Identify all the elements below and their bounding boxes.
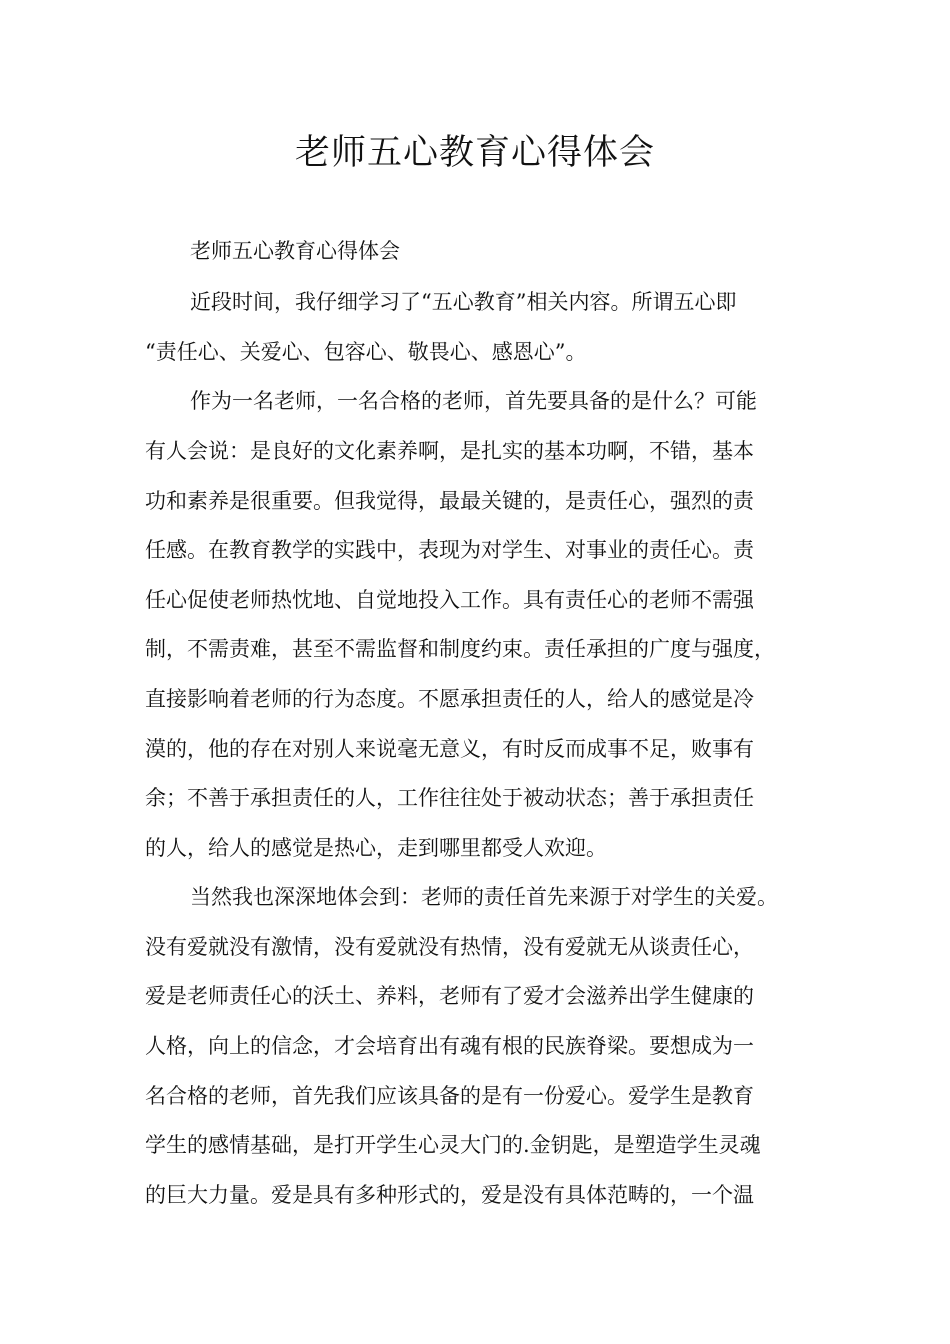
text-line: 有人会说：是良好的文化素养啊，是扎实的基本功啊，不错，基本 bbox=[145, 439, 754, 463]
text-line: 作为一名老师，一名合格的老师，首先要具备的是什么？可能 bbox=[190, 389, 757, 413]
text-line: 当然我也深深地体会到：老师的责任首先来源于对学生的关爱。 bbox=[190, 885, 778, 909]
text-line: 老师五心教育心得体会 bbox=[190, 239, 400, 263]
text-line: 制，不需责难，甚至不需监督和制度约束。责任承担的广度与强度， bbox=[145, 637, 775, 661]
text-line: 近段时间，我仔细学习了“五心教育”相关内容。所谓五心即 bbox=[190, 290, 737, 314]
text-line: 爱是老师责任心的沃土、养料，老师有了爱才会滋养出学生健康的 bbox=[145, 984, 754, 1008]
text-line: “责任心、关爱心、包容心、敬畏心、感恩心”。 bbox=[145, 340, 587, 364]
text-line: 余；不善于承担责任的人，工作往往处于被动状态；善于承担责任 bbox=[145, 786, 754, 810]
text-line: 名合格的老师，首先我们应该具备的是有一份爱心。爱学生是教育 bbox=[145, 1084, 754, 1108]
text-line: 漠的，他的存在对别人来说毫无意义，有时反而成事不足，败事有 bbox=[145, 737, 754, 761]
text-line: 学生的感情基础，是打开学生心灵大门的.金钥匙，是塑造学生灵魂 bbox=[145, 1133, 761, 1157]
text-line: 直接影响着老师的行为态度。不愿承担责任的人，给人的感觉是冷 bbox=[145, 687, 754, 711]
text-line: 人格，向上的信念，才会培育出有魂有根的民族脊梁。要想成为一 bbox=[145, 1034, 754, 1058]
document-title: 老师五心教育心得体会 bbox=[294, 133, 655, 173]
text-line: 任感。在教育教学的实践中，表现为对学生、对事业的责任心。责 bbox=[145, 538, 754, 562]
text-line: 没有爱就没有激情，没有爱就没有热情，没有爱就无从谈责任心， bbox=[145, 935, 754, 959]
text-line: 的人，给人的感觉是热心，走到哪里都受人欢迎。 bbox=[145, 836, 607, 860]
text-line: 任心促使老师热忱地、自觉地投入工作。具有责任心的老师不需强 bbox=[145, 588, 754, 612]
text-line: 的巨大力量。爱是具有多种形式的，爱是没有具体范畴的，一个温 bbox=[145, 1183, 754, 1207]
text-line: 功和素养是很重要。但我觉得，最最关键的，是责任心，强烈的责 bbox=[145, 489, 754, 513]
